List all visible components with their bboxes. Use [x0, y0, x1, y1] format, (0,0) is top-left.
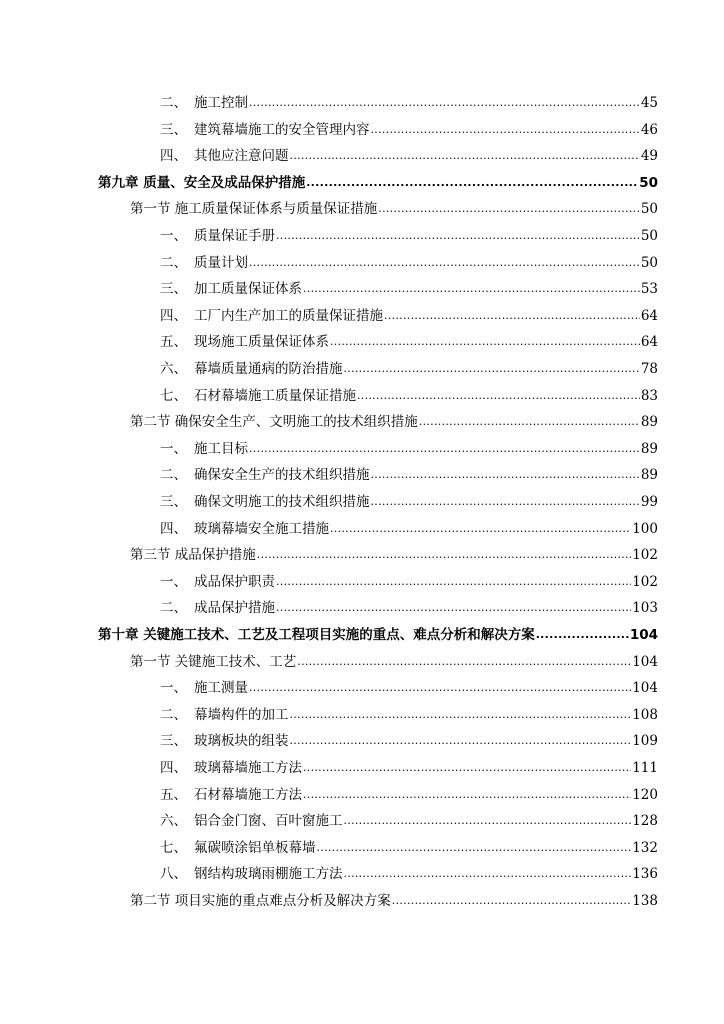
toc-entry-number: 二、 — [160, 706, 187, 723]
toc-entry-title: 第十章 关键施工技术、工艺及工程项目实施的重点、难点分析和解决方案 — [98, 627, 535, 643]
toc-entry-page: 104 — [629, 627, 658, 643]
toc-entry-number: 四、 — [160, 760, 187, 776]
toc-entry-title: 石材幕墙施工方法 — [194, 786, 302, 803]
toc-leader-dots — [276, 227, 640, 245]
toc-leader-dots — [249, 94, 640, 112]
toc-entry-number: 四、 — [160, 148, 187, 165]
toc-entry-number: 二、 — [160, 467, 187, 484]
toc-entry-page: 103 — [632, 600, 658, 617]
toc-entry-page: 132 — [632, 839, 658, 856]
toc-entry — [130, 653, 658, 671]
toc-entry-title: 施工测量 — [194, 680, 248, 697]
toc-entry-title: 第二节 项目实施的重点难点分析及解决方案 — [130, 893, 391, 909]
toc-leader-dots — [306, 174, 638, 192]
toc-entry-title: 质量计划 — [194, 254, 248, 271]
toc-entry-page: 109 — [632, 733, 658, 750]
toc-entry-page: 49 — [640, 148, 658, 165]
toc-entry-number: 二、 — [160, 254, 187, 271]
toc-leader-dots — [344, 360, 640, 378]
toc-entry — [160, 786, 658, 804]
toc-entry — [160, 121, 658, 139]
toc-entry — [160, 333, 658, 351]
toc-entry-number: 八、 — [160, 866, 187, 883]
toc-entry-title: 施工控制 — [194, 95, 248, 111]
toc-entry-page: 46 — [640, 121, 658, 138]
toc-entry-page: 99 — [640, 494, 658, 510]
toc-entry-page: 64 — [640, 307, 658, 324]
toc-entry-page: 45 — [640, 95, 658, 111]
toc-leader-dots — [249, 440, 640, 458]
toc-entry-title: 成品保护职责 — [194, 573, 275, 590]
toc-entry-page: 138 — [632, 893, 658, 909]
toc-entry-page: 128 — [632, 813, 658, 830]
toc-leader-dots — [297, 653, 631, 671]
toc-entry-number: 二、 — [160, 95, 187, 111]
toc-entry-title: 氟碳喷涂铝单板幕墙 — [194, 839, 316, 856]
toc-leader-dots — [303, 280, 640, 298]
toc-entry — [160, 360, 658, 378]
toc-entry-page: 108 — [632, 706, 658, 723]
toc-entry-title: 施工目标 — [194, 440, 248, 457]
toc-leader-dots — [378, 200, 640, 218]
toc-entry-page: 120 — [632, 786, 658, 803]
toc-entry-title: 铝合金门窗、百叶窗施工 — [194, 813, 343, 830]
toc-entry-number: 一、 — [160, 680, 187, 697]
toc-entry-number: 六、 — [160, 361, 187, 377]
toc-entry — [98, 626, 658, 644]
toc-leader-dots — [276, 573, 631, 591]
toc-leader-dots — [290, 706, 632, 724]
toc-entry-number: 三、 — [160, 121, 187, 138]
toc-entry-page: 64 — [640, 334, 658, 351]
toc-entry-title: 玻璃幕墙施工方法 — [194, 760, 302, 776]
toc-entry-page: 53 — [640, 281, 658, 298]
toc-leader-dots — [249, 254, 640, 272]
toc-entry — [160, 812, 658, 830]
toc-entry-number: 三、 — [160, 494, 187, 510]
toc-entry — [130, 892, 658, 910]
toc-entry-number: 二、 — [160, 600, 187, 617]
toc-entry-page: 89 — [640, 414, 658, 431]
toc-entry-title: 加工质量保证体系 — [194, 281, 302, 298]
toc-entry-page: 111 — [632, 760, 658, 776]
toc-entry-number: 四、 — [160, 520, 187, 537]
toc-entry — [160, 599, 658, 617]
toc-entry-title: 第三节 成品保护措施 — [130, 547, 256, 564]
toc-entry-page: 89 — [640, 467, 658, 484]
toc-entry-number: 五、 — [160, 334, 187, 351]
toc-entry-page: 83 — [640, 387, 658, 404]
toc-entry-page: 136 — [632, 866, 658, 883]
toc-entry-page: 89 — [640, 440, 658, 457]
toc-leader-dots — [344, 865, 632, 883]
toc-leader-dots — [290, 732, 632, 750]
toc-entry-title: 第一节 关键施工技术、工艺 — [130, 653, 297, 670]
toc-entry — [160, 493, 658, 511]
toc-entry-number: 四、 — [160, 307, 187, 324]
toc-entry — [160, 759, 658, 777]
toc-entry — [98, 174, 658, 192]
toc-entry-title: 玻璃板块的组装 — [194, 733, 289, 750]
toc-entry-number: 一、 — [160, 573, 187, 590]
toc-entry-page: 104 — [632, 680, 658, 697]
toc-entry-page: 102 — [632, 573, 658, 590]
toc-entry — [160, 94, 658, 112]
toc-leader-dots — [371, 121, 640, 139]
toc-entry-title: 幕墙构件的加工 — [194, 706, 289, 723]
toc-entry-title: 第一节 施工质量保证体系与质量保证措施 — [130, 201, 378, 218]
toc-entry-page: 102 — [632, 547, 658, 564]
toc-leader-dots — [536, 626, 629, 644]
toc-entry — [160, 573, 658, 591]
toc-entry-page: 78 — [640, 361, 658, 377]
toc-entry — [160, 387, 658, 405]
toc-entry-title: 成品保护措施 — [194, 600, 275, 617]
toc-entry-number: 三、 — [160, 733, 187, 750]
toc-leader-dots — [384, 307, 640, 325]
toc-entry-number: 六、 — [160, 813, 187, 830]
toc-leader-dots — [290, 147, 640, 165]
toc-entry-title: 确保文明施工的技术组织措施 — [194, 494, 370, 510]
toc-entry — [160, 679, 658, 697]
toc-entry-title: 建筑幕墙施工的安全管理内容 — [194, 121, 370, 138]
toc-entry — [160, 227, 658, 245]
toc-entry — [160, 254, 658, 272]
toc-entry-title: 钢结构玻璃雨棚施工方法 — [194, 866, 343, 883]
toc-entry-page: 50 — [640, 228, 658, 244]
toc-entry — [130, 413, 658, 431]
toc-entry — [160, 466, 658, 484]
toc-leader-dots — [330, 333, 640, 351]
toc-entry-title: 工厂内生产加工的质量保证措施 — [194, 307, 383, 324]
toc-leader-dots — [371, 466, 640, 484]
toc-entry-title: 质量保证手册 — [194, 228, 275, 244]
toc-leader-dots — [257, 546, 631, 564]
toc-entry-title: 石材幕墙施工质量保证措施 — [194, 387, 356, 404]
toc-entry — [160, 520, 658, 538]
toc-entry — [160, 280, 658, 298]
toc-entry-title: 玻璃幕墙安全施工措施 — [194, 520, 329, 537]
toc-entry — [160, 839, 658, 857]
toc-entry-title: 其他应注意问题 — [194, 148, 289, 165]
toc-entry-page: 100 — [632, 520, 658, 537]
toc-entry — [160, 440, 658, 458]
toc-leader-dots — [419, 413, 640, 431]
toc-entry — [160, 706, 658, 724]
toc-leader-dots — [317, 839, 632, 857]
toc-leader-dots — [371, 493, 640, 511]
toc-entry — [130, 546, 658, 564]
toc-entry-number: 七、 — [160, 387, 187, 404]
toc-leader-dots — [357, 387, 640, 405]
toc-entry-number: 一、 — [160, 440, 187, 457]
toc-entry-number: 七、 — [160, 839, 187, 856]
toc-entry-number: 一、 — [160, 228, 187, 244]
toc-leader-dots — [249, 679, 631, 697]
toc-entry — [130, 200, 658, 218]
toc-leader-dots — [344, 812, 632, 830]
toc-entry — [160, 865, 658, 883]
toc-entry-title: 第二节 确保安全生产、文明施工的技术组织措施 — [130, 414, 418, 431]
toc-entry-page: 50 — [640, 254, 658, 271]
toc-leader-dots — [330, 520, 631, 538]
toc-entry-title: 确保安全生产的技术组织措施 — [194, 467, 370, 484]
toc-entry-number: 三、 — [160, 281, 187, 298]
toc-entry — [160, 147, 658, 165]
toc-entry-title: 现场施工质量保证体系 — [194, 334, 329, 351]
toc-leader-dots — [392, 892, 631, 910]
toc-leader-dots — [303, 759, 631, 777]
toc-entry-number: 五、 — [160, 786, 187, 803]
toc-entry-title: 第九章 质量、安全及成品保护措施 — [98, 174, 306, 191]
toc-entry-page: 50 — [640, 201, 658, 218]
toc-entry-page: 50 — [639, 174, 658, 191]
toc-entry — [160, 732, 658, 750]
toc-entry — [160, 307, 658, 325]
toc-entry-title: 幕墙质量通病的防治措施 — [194, 361, 343, 377]
toc-entry-page: 104 — [632, 653, 658, 670]
toc-leader-dots — [276, 599, 631, 617]
toc-leader-dots — [303, 786, 631, 804]
